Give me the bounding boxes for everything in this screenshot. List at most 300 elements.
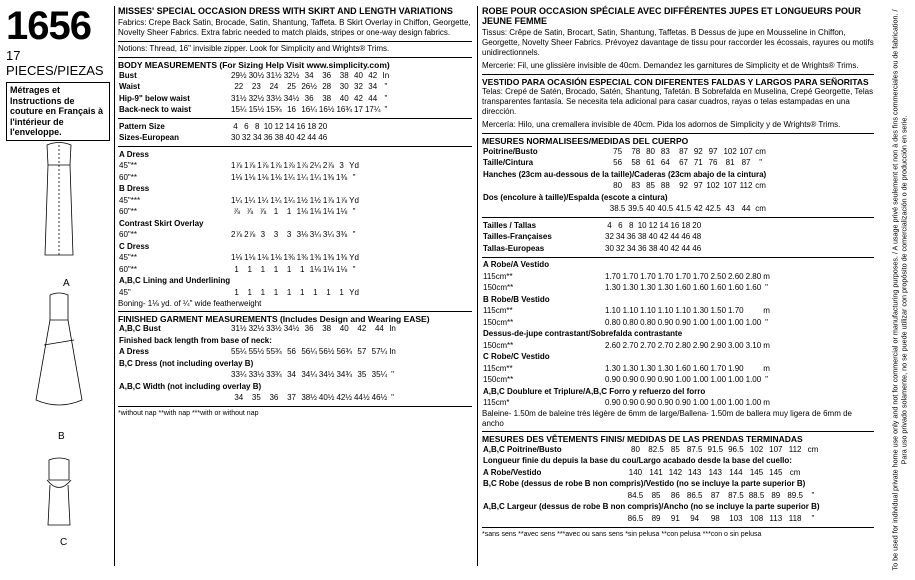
table-cell: 16½: [318, 105, 335, 115]
table-cell: 1.30: [622, 283, 639, 293]
table-cell: ": [352, 172, 356, 182]
table-cell: 87.5: [728, 490, 744, 500]
table-cell: 1.00: [745, 398, 762, 408]
table-cell: 1: [299, 264, 305, 274]
table-cell: 1¼: [283, 195, 295, 205]
table-cell: 26½: [301, 82, 317, 92]
group-header-row: [482, 294, 771, 306]
table-cell: 38: [637, 232, 647, 242]
table-cell: 34½: [283, 324, 300, 334]
width-label: 115cm**: [483, 306, 513, 316]
table-cell: 35: [251, 393, 261, 403]
dress-views: [14, 135, 104, 555]
table-cell: 1.10: [640, 306, 656, 316]
table-cell: 1: [273, 207, 279, 217]
table-cell: Yd: [349, 195, 359, 205]
table-cell: 42: [659, 232, 669, 242]
table-row: [482, 340, 771, 352]
table-cell: In: [389, 324, 396, 334]
table-cell: 102: [706, 181, 720, 191]
table-cell: 1.70: [640, 271, 656, 281]
finished-table: [118, 324, 397, 405]
table-cell: 34: [287, 370, 296, 380]
table-cell: 42: [354, 93, 363, 103]
table-row: [118, 347, 397, 359]
table-cell: [328, 133, 330, 145]
table-cell: ⅞: [233, 207, 240, 217]
table-cell: 2⅞: [244, 230, 256, 240]
table-cell: 1.00: [692, 375, 709, 385]
table-cell: m: [763, 398, 770, 408]
table-cell: 3: [286, 230, 292, 240]
table-row: [482, 192, 767, 204]
table-cell: 10: [263, 121, 273, 131]
table-cell: 1.60: [745, 283, 762, 293]
table-cell: 15¼: [231, 105, 247, 115]
table-cell: ": [765, 283, 768, 293]
table-cell: 40: [354, 70, 363, 80]
table-cell: 102: [749, 444, 764, 454]
pattern-number: 1656: [6, 4, 91, 48]
table-cell: 32: [241, 133, 251, 143]
table-cell: 38: [648, 243, 658, 253]
view-b-illustration: [36, 293, 82, 405]
table-cell: 1⅜: [296, 253, 308, 263]
row-label: Dos (encolure à taille)/Espalda (escote a cintura): [483, 192, 668, 202]
table-cell: 1.00: [728, 398, 744, 408]
table-cell: ": [384, 82, 388, 92]
row-label: Pattern Size: [119, 121, 165, 131]
group-label: B Robe/B Vestido: [483, 294, 550, 304]
table-row: [118, 393, 397, 405]
mesures-title: MESURES NORMALISEES/MEDIDAS DEL CUERPO: [482, 136, 689, 146]
table-cell: 34: [234, 393, 244, 403]
table-cell: 1.70: [728, 306, 744, 316]
table-cell: 34: [626, 243, 636, 253]
table-cell: 71: [693, 158, 703, 168]
table-cell: 1⅛: [309, 264, 321, 274]
table-cell: 1⅜: [336, 253, 348, 263]
table-cell: 1.70: [605, 271, 621, 281]
table-cell: 20: [318, 121, 328, 131]
table-row: [482, 502, 821, 514]
table-row: [118, 370, 397, 382]
table-cell: cm: [755, 204, 766, 214]
table-cell: cm: [755, 181, 766, 191]
row-label: [482, 490, 625, 502]
table-cell: 1⅛: [309, 207, 321, 217]
table-cell: 34: [304, 70, 314, 80]
table-cell: 88: [660, 181, 670, 191]
table-cell: 1¼: [270, 195, 282, 205]
table-cell: 1⅛: [336, 207, 348, 217]
table-cell: 1⅛: [322, 264, 334, 274]
table-cell: 1⅛: [257, 253, 269, 263]
tissus-text: Tissus: Crêpe de Satin, Brocart, Satin, Shantung, Taffetas. B Dessus de jupe en Mousseline in Chiffon, Georgette, Novelty Sheer Fabrics. Prévoyez davantage de tissu pour raccorder les écossais, rayures ou motifs unidirectionnels.: [482, 28, 874, 57]
group-label: C Robe/C Vestido: [483, 352, 550, 362]
table-cell: 57: [357, 347, 367, 357]
table-cell: 2.70: [640, 340, 656, 350]
table-cell: 0.90: [640, 398, 656, 408]
table-cell: 1.60: [692, 363, 709, 373]
table-cell: 34¼: [301, 370, 317, 380]
table-cell: 44: [307, 133, 317, 143]
table-cell: Yd: [349, 161, 359, 171]
table-cell: 113: [769, 513, 783, 523]
row-label: B,C Dress (not including overlay B): [119, 358, 254, 368]
table-cell: 0.90: [605, 375, 621, 385]
table-cell: 92: [679, 181, 688, 191]
table-row: [118, 335, 397, 347]
table-cell: ⅞: [259, 207, 267, 217]
table-row: [482, 243, 704, 255]
metrage-section: [482, 257, 874, 430]
row-label: Tallas-Europeas: [483, 243, 545, 253]
width-label: 150cm**: [483, 375, 514, 385]
spanish-section: [482, 74, 874, 130]
table-cell: 78: [631, 146, 641, 156]
table-cell: 1.90: [728, 363, 744, 373]
table-cell: 1: [260, 264, 266, 274]
table-cell: m: [763, 271, 770, 281]
table-cell: 34: [368, 82, 378, 92]
view-c-illustration: [47, 458, 71, 525]
group-header-row: [482, 260, 771, 272]
group-label: A Robe/A Vestido: [483, 260, 550, 270]
table-row: [482, 456, 821, 468]
table-cell: m: [763, 340, 770, 350]
table-cell: 56: [613, 158, 623, 168]
table-cell: 2.70: [622, 340, 639, 350]
table-cell: 46: [681, 232, 691, 242]
table-row: [482, 232, 704, 244]
table-cell: 38: [339, 70, 349, 80]
table-cell: 0.90: [657, 398, 674, 408]
table-cell: 1.70: [710, 363, 727, 373]
group-header-row: [482, 386, 771, 398]
table-cell: 33½: [266, 324, 282, 334]
table-cell: 33¼: [231, 370, 247, 380]
table-cell: 89.5: [787, 490, 803, 500]
table-cell: [702, 232, 704, 244]
table-cell: 1.30: [605, 283, 621, 293]
table-row: [482, 490, 821, 502]
table-cell: 1⅞: [322, 195, 334, 205]
row-label: Poitrine/Busto: [483, 146, 538, 156]
table-cell: 14: [285, 121, 295, 131]
table-cell: 1¼: [283, 172, 295, 182]
table-cell: 40: [339, 324, 349, 334]
table-cell: 1½: [309, 195, 321, 205]
table-cell: 40.5: [657, 204, 674, 214]
table-cell: 2.90: [710, 340, 727, 350]
table-cell: 1.60: [728, 283, 744, 293]
row-label: Longueur finie du depuis la base du cou/Largo acabado desde la base del cuello:: [483, 456, 792, 466]
row-label: [482, 204, 608, 216]
table-cell: 1.30: [657, 363, 674, 373]
table-cell: ": [352, 207, 356, 217]
table-cell: ": [384, 93, 388, 103]
table-cell: 97: [693, 181, 703, 191]
table-cell: 1⅛: [231, 172, 243, 182]
table-cell: 107: [723, 181, 737, 191]
table-cell: 3.00: [728, 340, 744, 350]
table-cell: 1⅛: [336, 264, 348, 274]
table-cell: In: [389, 347, 396, 357]
table-cell: 42: [296, 133, 306, 143]
table-cell: 36: [637, 243, 647, 253]
table-cell: 55¾: [266, 347, 282, 357]
row-label: [118, 393, 230, 405]
table-row: [118, 324, 397, 336]
table-cell: 0.90: [605, 398, 621, 408]
tailles-section: [482, 217, 874, 255]
table-row: [118, 264, 360, 276]
table-cell: 1.00: [710, 375, 727, 385]
table-cell: 32½: [248, 324, 265, 334]
table-cell: 112: [788, 444, 802, 454]
table-cell: 1⅞: [296, 161, 308, 171]
table-cell: 32: [605, 232, 614, 242]
table-cell: 118: [788, 513, 802, 523]
width-label: 45": [119, 287, 131, 297]
table-cell: 86.5: [627, 513, 644, 523]
table-cell: 25: [287, 82, 296, 92]
table-cell: 44: [681, 243, 691, 253]
table-row: [482, 146, 767, 158]
table-cell: 15¾: [266, 105, 282, 115]
table-cell: 29½: [231, 70, 247, 80]
table-cell: 1: [339, 287, 344, 297]
table-cell: 0.80: [605, 317, 621, 327]
table-cell: 40: [646, 204, 656, 214]
width-label: 60"**: [119, 172, 137, 182]
table-cell: 1.70: [657, 271, 674, 281]
table-cell: 56½: [318, 347, 335, 357]
table-cell: 39.5: [628, 204, 644, 214]
table-cell: 3¼: [309, 230, 321, 240]
table-cell: 10: [637, 220, 647, 230]
table-cell: 22: [234, 82, 244, 92]
table-row: [118, 381, 397, 393]
row-label: Hip-9" below waist: [119, 93, 190, 103]
table-cell: 1.00: [745, 317, 762, 327]
table-cell: 1.30: [692, 306, 709, 316]
table-cell: 1⅞: [244, 161, 256, 171]
table-cell: 86: [670, 490, 680, 500]
table-cell: 43: [725, 204, 735, 214]
table-cell: [745, 306, 763, 318]
table-row: [482, 204, 767, 216]
group-label: Dessus-de-jupe contrastant/Sobrefalda contrastante: [483, 329, 683, 339]
width-label: 60"**: [119, 264, 137, 274]
table-cell: 108: [749, 513, 764, 523]
table-row: [118, 207, 360, 219]
table-cell: 46: [692, 243, 702, 253]
table-cell: 144: [729, 467, 743, 477]
finis-section: [482, 431, 874, 525]
width-label: 115cm*: [483, 398, 510, 408]
table-cell: 0.80: [640, 317, 656, 327]
table-cell: 56¾: [336, 347, 353, 357]
english-title: MISSES' SPECIAL OCCASION DRESS WITH SKIRT AND LENGTH VARIATIONS: [118, 6, 453, 16]
table-cell: 34½: [318, 370, 335, 380]
table-row: [118, 105, 390, 117]
table-row: [482, 467, 821, 479]
table-row: [482, 306, 771, 318]
table-cell: 1⅜: [322, 253, 334, 263]
table-cell: 1: [247, 287, 252, 297]
table-cell: 1: [247, 264, 252, 274]
table-cell: 44½: [354, 393, 370, 403]
table-cell: In: [382, 70, 390, 80]
table-cell: 1⅛: [270, 172, 282, 182]
view-label-a: A: [63, 278, 70, 289]
table-cell: 1.00: [745, 375, 762, 385]
table-cell: 2.70: [657, 340, 674, 350]
table-cell: 1⅞: [257, 161, 269, 171]
table-row: [482, 444, 821, 456]
table-cell: 34: [252, 133, 262, 143]
table-cell: 36: [269, 393, 279, 403]
table-cell: 143: [708, 467, 722, 477]
table-cell: 1⅛: [296, 207, 308, 217]
table-cell: 103: [729, 513, 743, 523]
table-cell: 40: [648, 232, 658, 242]
table-row: [118, 93, 390, 105]
width-label: 150cm**: [483, 340, 514, 350]
table-cell: ": [759, 158, 763, 168]
table-cell: 36: [322, 70, 332, 80]
table-cell: 98: [710, 513, 720, 523]
table-cell: 85: [670, 444, 680, 454]
table-cell: 1.60: [710, 283, 727, 293]
width-label: 150cm**: [483, 317, 514, 327]
table-cell: 46½: [371, 393, 388, 403]
table-cell: 38: [274, 133, 284, 143]
table-cell: 1.00: [710, 398, 727, 408]
table-row: [482, 513, 821, 525]
table-cell: ": [765, 317, 768, 327]
table-cell: 33¾: [266, 370, 282, 380]
table-cell: 38.5: [609, 204, 626, 214]
table-cell: 38: [322, 324, 332, 334]
table-cell: 37: [287, 393, 296, 403]
group-label: A Dress: [119, 149, 149, 159]
table-cell: 40: [659, 243, 669, 253]
table-cell: ": [391, 370, 394, 380]
table-cell: 46: [318, 133, 328, 143]
table-cell: 34: [615, 232, 625, 242]
size-section: [118, 118, 472, 144]
table-cell: 96.5: [728, 444, 744, 454]
group-label: Contrast Skirt Overlay: [119, 218, 204, 228]
table-cell: 16: [296, 121, 306, 131]
table-cell: 36: [626, 232, 636, 242]
table-cell: 1.50: [710, 306, 727, 316]
table-cell: 80: [646, 146, 656, 156]
table-cell: 1⅛: [244, 172, 256, 182]
table-cell: 82.5: [648, 444, 664, 454]
table-cell: 3: [339, 161, 344, 171]
table-cell: 44: [741, 204, 751, 214]
pieces-count: 17 PIECES/PIEZAS: [6, 48, 104, 78]
table-cell: 32: [615, 243, 625, 253]
table-cell: 16: [287, 105, 296, 115]
table-cell: 17: [354, 105, 363, 115]
table-cell: 33½: [248, 370, 265, 380]
table-cell: [745, 363, 763, 375]
table-cell: ": [352, 264, 356, 274]
table-cell: 2⅞: [231, 230, 243, 240]
metrage-table: [482, 260, 771, 410]
divider-left: [114, 6, 115, 566]
width-label: 115cm**: [483, 271, 513, 281]
table-cell: 35: [357, 370, 367, 380]
table-cell: 33½: [266, 93, 282, 103]
table-row: [482, 158, 767, 170]
table-cell: 1⅛: [244, 253, 256, 263]
table-cell: 55¼: [231, 347, 247, 357]
group-label: A,B,C Doublure et Triplure/A,B,C Forro y refuerzo del forro: [483, 386, 706, 396]
table-row: [482, 271, 771, 283]
table-cell: 3¼: [322, 230, 334, 240]
table-cell: 1.30: [640, 363, 656, 373]
english-footer: *without nap **with nap ***with or without nap: [118, 406, 472, 419]
row-label: Sizes-European: [119, 133, 180, 143]
table-cell: m: [763, 363, 770, 373]
finis-table: [482, 444, 821, 525]
pattern-info: [6, 6, 112, 141]
table-cell: 1: [313, 287, 318, 297]
body-measurements-table: [118, 70, 390, 116]
table-cell: 1¼: [309, 172, 321, 182]
table-cell: 3: [260, 230, 266, 240]
table-cell: 1⅛: [270, 253, 282, 263]
row-label: [482, 181, 608, 193]
view-label-b: B: [58, 431, 65, 442]
notions-text: Notions: Thread, 16" invisible zipper. Look for Simplicity and Wrights® Trims.: [118, 41, 472, 54]
table-cell: 1⅞: [283, 161, 295, 171]
table-cell: 30: [605, 243, 614, 253]
table-row: [482, 169, 767, 181]
table-cell: 1⅞: [336, 195, 348, 205]
table-cell: 107: [739, 146, 753, 156]
table-cell: 2.80: [675, 340, 691, 350]
table-cell: 48: [692, 232, 702, 242]
table-cell: 31½: [231, 93, 247, 103]
row-label: A Dress: [119, 347, 149, 357]
table-cell: 87: [710, 490, 720, 500]
table-cell: 1¼: [231, 195, 243, 205]
table-cell: 89: [651, 513, 661, 523]
table-cell: 2.50: [710, 271, 727, 281]
table-cell: 30: [339, 82, 349, 92]
width-label: 60"**: [119, 230, 137, 240]
table-cell: 31½: [266, 70, 282, 80]
table-cell: 85: [646, 181, 656, 191]
width-label: 45"***: [119, 195, 141, 205]
table-cell: 1⅜: [283, 253, 295, 263]
table-cell: 1: [273, 264, 279, 274]
table-cell: 2.60: [728, 271, 744, 281]
table-cell: 57¼: [371, 347, 388, 357]
table-cell: 24: [269, 82, 279, 92]
table-cell: 92: [693, 146, 703, 156]
table-cell: 56¼: [301, 347, 317, 357]
table-cell: 67: [679, 158, 688, 168]
table-cell: 44: [670, 232, 680, 242]
